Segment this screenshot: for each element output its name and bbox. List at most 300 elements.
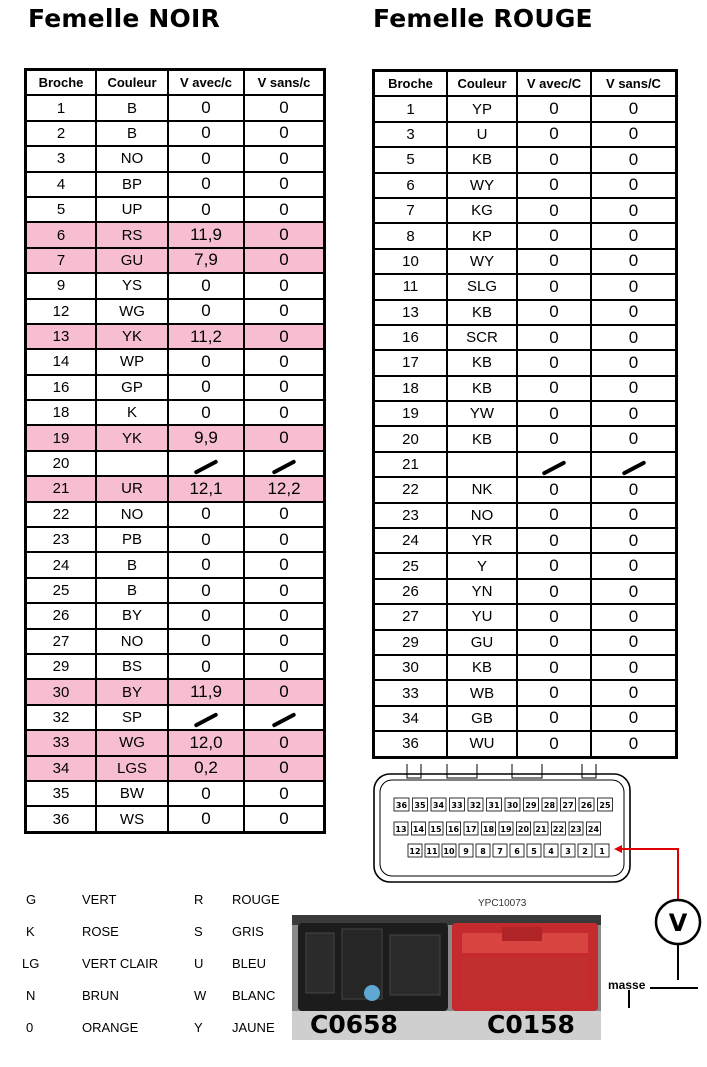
cell-v-sans: 0: [244, 197, 324, 222]
table-row: [26, 578, 324, 603]
voltmeter-diagram: [600, 840, 707, 1020]
cell-couleur: KB: [447, 426, 517, 451]
legend-code: K: [26, 924, 35, 939]
not-applicable-slash: [194, 713, 219, 729]
connector-pin-number: 20: [517, 825, 530, 834]
cell-v-avec: 0: [517, 122, 591, 147]
table-row: [26, 349, 324, 374]
table-row: [26, 806, 324, 831]
connector-pin-number: 16: [447, 825, 460, 834]
cell-v-sans: 0: [591, 249, 676, 274]
cell-v-avec: 0: [168, 172, 244, 197]
cell-couleur: B: [96, 552, 168, 577]
connector-pin-number: 5: [531, 847, 537, 856]
cell-v-avec: 0,2: [168, 756, 244, 781]
probe-wire: [619, 849, 678, 900]
cell-v-avec: 0: [517, 300, 591, 325]
cell-broche: 18: [374, 376, 447, 401]
cell-v-sans: 0: [591, 401, 676, 426]
cell-broche: 19: [26, 425, 96, 450]
connector-pin-number: 35: [414, 801, 426, 810]
cell-v-sans: 0: [591, 503, 676, 528]
table-row: [26, 629, 324, 654]
cell-v-avec: 0: [517, 350, 591, 375]
cell-v-avec: 0: [517, 528, 591, 553]
cell-couleur: LGS: [96, 756, 168, 781]
cell-v-avec: [517, 452, 591, 477]
table-femelle-noir: [24, 68, 326, 834]
cell-couleur: WY: [447, 173, 517, 198]
cell-couleur: KP: [447, 223, 517, 248]
cell-v-sans: 0: [591, 630, 676, 655]
cell-broche: 10: [374, 249, 447, 274]
cell-v-sans: 0: [591, 426, 676, 451]
cell-v-sans: 0: [591, 579, 676, 604]
legend-color-name: ORANGE: [82, 1020, 139, 1035]
connector-pin-number: 33: [451, 801, 463, 810]
cell-v-avec: 0: [168, 578, 244, 603]
cell-couleur: NO: [96, 629, 168, 654]
cell-couleur: GP: [96, 375, 168, 400]
cell-couleur: WP: [96, 349, 168, 374]
table-row: [374, 173, 676, 198]
voltmeter-symbol: V: [668, 909, 688, 937]
cell-couleur: YU: [447, 604, 517, 629]
cell-couleur: U: [447, 122, 517, 147]
cell-broche: 2: [26, 121, 96, 146]
table-row: [374, 477, 676, 502]
cell-couleur: BS: [96, 654, 168, 679]
cell-couleur: K: [96, 400, 168, 425]
connector-pin-number: 24: [587, 825, 600, 834]
cell-v-sans: 0: [591, 553, 676, 578]
cell-broche: 33: [26, 730, 96, 755]
cell-v-avec: [168, 451, 244, 476]
cell-v-sans: [244, 451, 324, 476]
cell-couleur: BP: [96, 172, 168, 197]
cell-broche: 13: [374, 300, 447, 325]
legend-code: Y: [194, 1020, 203, 1035]
connector-pin-number: 8: [480, 847, 486, 856]
table-row: [374, 223, 676, 248]
table-row: [374, 426, 676, 451]
table-row: [26, 121, 324, 146]
connector-pin-number: 22: [552, 825, 565, 834]
cell-couleur: YP: [447, 96, 517, 121]
connector-pin-number: 30: [506, 801, 519, 810]
table-row: [26, 197, 324, 222]
cell-v-sans: 0: [244, 324, 324, 349]
cell-v-avec: 0: [517, 376, 591, 401]
cell-broche: 17: [374, 350, 447, 375]
cell-broche: 26: [26, 603, 96, 628]
cell-broche: 25: [26, 578, 96, 603]
cell-broche: 16: [374, 325, 447, 350]
cell-broche: 7: [374, 198, 447, 223]
connector-photo: [292, 915, 601, 1040]
legend-color-name: VERT: [82, 892, 117, 907]
connector-pin-number: 4: [548, 847, 554, 856]
title-femelle-rouge: Femelle ROUGE: [373, 4, 593, 33]
cell-couleur: WG: [96, 730, 168, 755]
cell-couleur: B: [96, 95, 168, 120]
cell-v-avec: 0: [168, 502, 244, 527]
cell-v-sans: 0: [244, 273, 324, 298]
table-row: [26, 375, 324, 400]
cell-couleur: KB: [447, 376, 517, 401]
header-broche: Broche: [374, 71, 447, 96]
cell-v-sans: 0: [244, 806, 324, 831]
legend-code: W: [194, 988, 207, 1003]
table-row: [26, 451, 324, 476]
connector-pin-number: 17: [465, 825, 477, 834]
cell-broche: 30: [374, 655, 447, 680]
cell-v-avec: 0: [517, 223, 591, 248]
cell-broche: 24: [374, 528, 447, 553]
legend-color-name: BRUN: [82, 988, 119, 1003]
label-c0658: C0658: [310, 1010, 398, 1039]
table-row: [374, 452, 676, 477]
label-c0158: C0158: [487, 1010, 575, 1039]
table-row: [26, 476, 324, 501]
table-row: [26, 654, 324, 679]
cell-couleur: UP: [96, 197, 168, 222]
table-row: [374, 579, 676, 604]
cell-v-avec: 12,0: [168, 730, 244, 755]
cell-v-sans: 0: [591, 350, 676, 375]
cell-v-avec: 0: [168, 654, 244, 679]
cell-v-avec: 0: [517, 173, 591, 198]
cell-couleur: [447, 452, 517, 477]
cell-broche: 14: [26, 349, 96, 374]
cell-couleur: WY: [447, 249, 517, 274]
connector-pin-number: 21: [535, 825, 547, 834]
table-row: [374, 122, 676, 147]
table-row: [374, 553, 676, 578]
cell-broche: 3: [374, 122, 447, 147]
legend-code: G: [26, 892, 37, 907]
connector-pin-number: 7: [497, 847, 503, 856]
cell-v-avec: 0: [517, 604, 591, 629]
cell-v-sans: 0: [591, 198, 676, 223]
table-row: [374, 731, 676, 756]
cell-v-avec: 0: [517, 477, 591, 502]
legend-color-name: JAUNE: [232, 1020, 275, 1035]
cell-v-avec: 0: [168, 629, 244, 654]
not-applicable-slash: [272, 459, 297, 475]
cell-couleur: YK: [96, 324, 168, 349]
cell-v-avec: 0: [517, 579, 591, 604]
connector-pin-number: 10: [443, 847, 455, 856]
table-row: [26, 502, 324, 527]
not-applicable-slash: [542, 460, 567, 476]
not-applicable-slash: [621, 460, 646, 476]
table-row: [374, 680, 676, 705]
cell-v-avec: 0: [517, 680, 591, 705]
cell-couleur: KB: [447, 350, 517, 375]
black-connector-image: [298, 923, 448, 1011]
table-row: [26, 552, 324, 577]
cell-v-avec: 0: [168, 552, 244, 577]
connector-pin-number: 34: [432, 801, 445, 810]
cell-v-sans: [244, 705, 324, 730]
cell-v-sans: 12,2: [244, 476, 324, 501]
cell-broche: 27: [374, 604, 447, 629]
cell-broche: 34: [26, 756, 96, 781]
table-row: [26, 324, 324, 349]
cell-broche: 9: [26, 273, 96, 298]
cell-v-sans: 0: [244, 95, 324, 120]
cell-v-sans: 0: [244, 146, 324, 171]
cell-broche: 6: [26, 222, 96, 247]
cell-broche: 24: [26, 552, 96, 577]
cell-couleur: NO: [447, 503, 517, 528]
cell-couleur: B: [96, 578, 168, 603]
connector-pin-number: 29: [525, 801, 537, 810]
cell-v-sans: 0: [591, 325, 676, 350]
table-row: [26, 273, 324, 298]
table-row: [26, 679, 324, 704]
cell-broche: 22: [26, 502, 96, 527]
connector-pin-number: 15: [430, 825, 442, 834]
cell-v-avec: 0: [168, 197, 244, 222]
cell-v-sans: 0: [591, 655, 676, 680]
connector-pin-number: 28: [543, 801, 556, 810]
cell-v-avec: 11,9: [168, 679, 244, 704]
cell-v-avec: 0: [517, 249, 591, 274]
cell-v-avec: 0: [517, 198, 591, 223]
connector-pin-number: 13: [395, 825, 407, 834]
cell-couleur: SLG: [447, 274, 517, 299]
cell-v-avec: 0: [517, 706, 591, 731]
cell-v-sans: [591, 452, 676, 477]
cell-broche: 35: [26, 781, 96, 806]
cell-broche: 34: [374, 706, 447, 731]
connector-pin-number: 14: [412, 825, 425, 834]
cell-broche: 29: [26, 654, 96, 679]
connector-pin-number: 12: [409, 847, 421, 856]
cell-broche: 11: [374, 274, 447, 299]
cell-v-avec: 0: [168, 603, 244, 628]
cell-broche: 3: [26, 146, 96, 171]
cell-couleur: GU: [447, 630, 517, 655]
table-row: [26, 400, 324, 425]
cell-v-avec: 0: [168, 349, 244, 374]
cell-couleur: RS: [96, 222, 168, 247]
table-row: [26, 299, 324, 324]
cell-v-sans: 0: [591, 604, 676, 629]
cell-broche: 4: [26, 172, 96, 197]
legend-color-name: GRIS: [232, 924, 264, 939]
legend-color-name: ROSE: [82, 924, 119, 939]
legend-color-name: ROUGE: [232, 892, 280, 907]
connector-pin-number: 9: [463, 847, 469, 856]
cell-couleur: NK: [447, 477, 517, 502]
cell-couleur: WS: [96, 806, 168, 831]
cell-v-sans: 0: [244, 654, 324, 679]
cell-broche: 1: [26, 95, 96, 120]
cell-broche: 20: [374, 426, 447, 451]
connector-pin-number: 2: [582, 847, 588, 856]
connector-pinout-diagram: [372, 764, 634, 888]
cell-v-sans: 0: [591, 122, 676, 147]
header-broche: Broche: [26, 70, 96, 95]
cell-v-sans: 0: [244, 425, 324, 450]
connector-pin-number: 19: [500, 825, 512, 834]
cell-v-sans: 0: [244, 603, 324, 628]
cell-v-avec: 0: [517, 503, 591, 528]
cell-broche: 23: [374, 503, 447, 528]
legend-code: R: [194, 892, 204, 907]
cell-couleur: UR: [96, 476, 168, 501]
cell-couleur: YK: [96, 425, 168, 450]
cell-v-avec: 12,1: [168, 476, 244, 501]
cell-broche: 26: [374, 579, 447, 604]
cell-broche: 5: [374, 147, 447, 172]
connector-pin-number: 11: [426, 847, 438, 856]
cell-broche: 18: [26, 400, 96, 425]
cell-v-avec: 11,2: [168, 324, 244, 349]
cell-broche: 12: [26, 299, 96, 324]
cell-v-sans: 0: [244, 400, 324, 425]
table-row: [374, 528, 676, 553]
cell-v-avec: 0: [517, 630, 591, 655]
connector-pin-number: 26: [580, 801, 593, 810]
cell-broche: 36: [374, 731, 447, 756]
table-row: [26, 172, 324, 197]
cell-v-sans: 0: [591, 528, 676, 553]
cell-broche: 16: [26, 375, 96, 400]
cell-v-sans: 0: [591, 731, 676, 756]
connector-pin-number: 25: [599, 801, 611, 810]
table-femelle-rouge: [372, 69, 678, 759]
cell-broche: 30: [26, 679, 96, 704]
cell-broche: 19: [374, 401, 447, 426]
cell-broche: 32: [26, 705, 96, 730]
cell-couleur: KB: [447, 300, 517, 325]
cell-v-sans: 0: [244, 375, 324, 400]
cell-couleur: [96, 451, 168, 476]
table-row: [26, 781, 324, 806]
cell-v-avec: 0: [168, 527, 244, 552]
cell-couleur: BY: [96, 679, 168, 704]
cell-v-sans: 0: [244, 730, 324, 755]
legend-color-name: BLEU: [232, 956, 266, 971]
cell-couleur: WG: [96, 299, 168, 324]
cell-couleur: YN: [447, 579, 517, 604]
cell-couleur: KB: [447, 655, 517, 680]
cell-v-avec: 0: [168, 375, 244, 400]
cell-v-avec: 0: [168, 146, 244, 171]
cell-v-sans: 0: [244, 578, 324, 603]
cell-v-sans: 0: [591, 706, 676, 731]
cell-couleur: YW: [447, 401, 517, 426]
table-row: [26, 527, 324, 552]
table-row: [26, 756, 324, 781]
cell-v-sans: 0: [244, 172, 324, 197]
cell-broche: 1: [374, 96, 447, 121]
cell-v-avec: 7,9: [168, 248, 244, 273]
table-row: [374, 325, 676, 350]
not-applicable-slash: [194, 459, 219, 475]
cell-couleur: NO: [96, 146, 168, 171]
cell-broche: 33: [374, 680, 447, 705]
cell-v-sans: 0: [591, 680, 676, 705]
table-row: [374, 198, 676, 223]
connector-pin-number: 36: [395, 801, 408, 810]
cell-broche: 22: [374, 477, 447, 502]
table-row: [374, 249, 676, 274]
table-row: [26, 603, 324, 628]
cell-broche: 7: [26, 248, 96, 273]
table-row: [26, 730, 324, 755]
cell-couleur: YS: [96, 273, 168, 298]
cell-v-avec: 0: [517, 401, 591, 426]
cell-broche: 21: [26, 476, 96, 501]
cell-v-avec: 0: [517, 655, 591, 680]
cell-v-sans: 0: [244, 781, 324, 806]
table-row: [374, 401, 676, 426]
cell-v-sans: 0: [244, 121, 324, 146]
legend-color-name: VERT CLAIR: [82, 956, 159, 971]
table-row: [26, 248, 324, 273]
header-v-sans: V sans/C: [591, 71, 676, 96]
connector-pin-number: 32: [469, 801, 482, 810]
red-connector-image: [452, 923, 598, 1011]
header-couleur: Couleur: [96, 70, 168, 95]
cell-v-sans: 0: [591, 300, 676, 325]
connector-pin-number: 18: [482, 825, 495, 834]
connector-caption: YPC10073: [478, 898, 527, 909]
cell-v-avec: 9,9: [168, 425, 244, 450]
cell-broche: 36: [26, 806, 96, 831]
cell-v-sans: 0: [244, 502, 324, 527]
connector-pin-number: 6: [514, 847, 520, 856]
cell-v-sans: 0: [244, 349, 324, 374]
connector-pin-number: 3: [565, 847, 571, 856]
cell-v-avec: 0: [168, 299, 244, 324]
cell-v-avec: 0: [168, 273, 244, 298]
cell-couleur: GU: [96, 248, 168, 273]
cell-broche: 27: [26, 629, 96, 654]
cell-v-avec: 0: [517, 96, 591, 121]
cell-v-avec: 0: [517, 274, 591, 299]
table-row: [26, 95, 324, 120]
cell-v-sans: 0: [244, 679, 324, 704]
cell-broche: 13: [26, 324, 96, 349]
cell-couleur: NO: [96, 502, 168, 527]
cell-couleur: B: [96, 121, 168, 146]
connector-pin-number: 27: [562, 801, 574, 810]
cell-v-avec: 0: [517, 553, 591, 578]
cell-v-sans: 0: [591, 223, 676, 248]
title-femelle-noir: Femelle NOIR: [28, 4, 220, 33]
cell-couleur: BY: [96, 603, 168, 628]
cell-broche: 20: [26, 451, 96, 476]
table-row: [374, 376, 676, 401]
legend-code: N: [26, 988, 36, 1003]
cell-v-avec: 0: [168, 400, 244, 425]
ground-label: masse: [608, 978, 646, 992]
cell-v-sans: 0: [591, 477, 676, 502]
cell-v-sans: 0: [244, 756, 324, 781]
cell-couleur: WU: [447, 731, 517, 756]
cell-couleur: PB: [96, 527, 168, 552]
not-applicable-slash: [272, 713, 297, 729]
cell-v-sans: 0: [244, 222, 324, 247]
cell-v-sans: 0: [591, 173, 676, 198]
legend-code: S: [194, 924, 203, 939]
